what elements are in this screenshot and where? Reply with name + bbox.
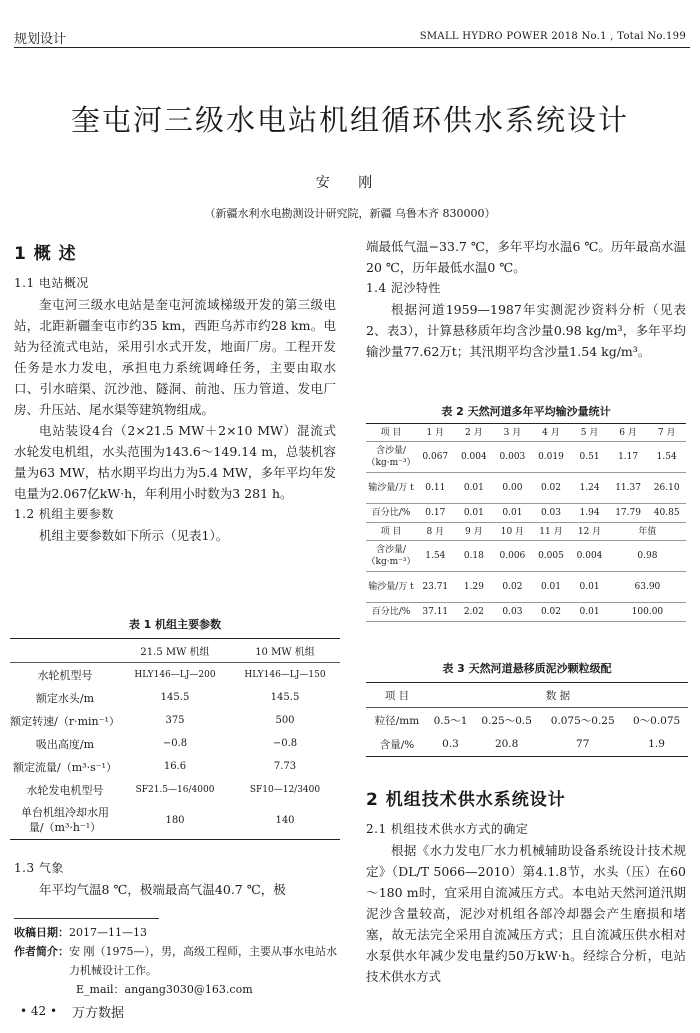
table-cell: 0.98 bbox=[609, 541, 686, 572]
table-cell: 16.6 bbox=[163, 761, 187, 772]
table-row bbox=[10, 686, 340, 709]
table2-caption: 表 2 天然河道多年平均输沙量统计 bbox=[441, 405, 611, 418]
received-date: 2017—11—13 bbox=[69, 926, 147, 939]
table-cell: 0.25～0.5 bbox=[481, 714, 532, 727]
table-cell: 年值 bbox=[609, 523, 686, 541]
table-cell: 63.90 bbox=[609, 572, 686, 603]
table-cell: 6 月 bbox=[609, 424, 648, 442]
table-cell: 10 MW 机组 bbox=[255, 647, 315, 658]
table-row bbox=[10, 663, 340, 687]
table-cell: 0.00 bbox=[493, 473, 532, 504]
left-column bbox=[14, 244, 336, 546]
section-2-heading: 2 机组技术供水系统设计 bbox=[366, 790, 566, 810]
table-cell: 1.9 bbox=[648, 738, 665, 750]
table-cell: 3 月 bbox=[493, 424, 532, 442]
table-cell: 40.85 bbox=[647, 504, 686, 523]
table-row bbox=[10, 801, 340, 840]
table-cell: 11 月 bbox=[532, 523, 571, 541]
table-cell: −0.8 bbox=[272, 738, 298, 749]
table-header-row bbox=[366, 523, 686, 541]
paragraph-supply: 根据《水力发电厂水力机械辅助设备系统设计技术规定》（DL/T 5066—2010）第4.1.8节，水头（压）在60～180 m时，宜采用自流减压方式。本电站天然河道汛期泥沙含量较高，泥沙对机组各部冷却器会产生磨损和堵塞，故无法完全采用自流减压方式；且自流减压供水相对水泵供水年减少发电量约50万kW·h。经综合分析，电站技术供水方式 bbox=[366, 843, 686, 984]
table-cell: −0.8 bbox=[162, 738, 188, 749]
table1 bbox=[10, 638, 340, 840]
paragraph-sediment: 根据河道1959—1987年实测泥沙资料分析（见表2、表3），计算悬移质年均含沙量0.98 kg/m³，多年平均输沙量77.62万t；其汛期平均含沙量1.54 kg/m³。 bbox=[366, 302, 686, 359]
table-cell: 项 目 bbox=[384, 689, 410, 702]
table-cell: 0.01 bbox=[455, 473, 494, 504]
section-1-4-heading: 1.4 泥沙特性 bbox=[366, 281, 441, 295]
table-cell: 0.006 bbox=[493, 541, 532, 572]
table-cell: 2.02 bbox=[455, 603, 494, 622]
table-cell: 375 bbox=[165, 715, 185, 726]
table-cell: 26.10 bbox=[647, 473, 686, 504]
table-cell: 0.51 bbox=[570, 442, 609, 473]
table-cell: 0.075～0.25 bbox=[550, 714, 615, 727]
table-cell: 额定水头/m bbox=[35, 691, 95, 705]
table-row bbox=[10, 709, 340, 732]
table-cell: 水轮机型号 bbox=[37, 668, 93, 682]
table-cell: 0.01 bbox=[570, 603, 609, 622]
table-cell: 140 bbox=[275, 814, 295, 826]
table-cell: 粒径/mm bbox=[374, 714, 420, 727]
table-cell: 180 bbox=[165, 814, 185, 826]
table1-caption: 表 1 机组主要参数 bbox=[128, 618, 222, 631]
table-cell: 10 月 bbox=[493, 523, 532, 541]
author-bio-label: 作者简介： bbox=[14, 945, 69, 958]
table-cell: 12 月 bbox=[570, 523, 609, 541]
table-row bbox=[10, 732, 340, 755]
table-row bbox=[366, 541, 686, 572]
table-cell: 水轮发电机型号 bbox=[26, 783, 104, 797]
table-cell: 0.02 bbox=[493, 572, 532, 603]
table-cell: 额定流量/（m³·s⁻¹） bbox=[13, 760, 117, 774]
table-row bbox=[366, 732, 688, 757]
table-cell bbox=[10, 639, 120, 663]
page-number: • 42 • bbox=[20, 1004, 58, 1018]
table-cell: 0.01 bbox=[570, 572, 609, 603]
section-2-1-heading: 2.1 机组技术供水方式的确定 bbox=[366, 822, 529, 836]
table-cell: 百分比/% bbox=[366, 504, 416, 523]
watermark: 万方数据 bbox=[72, 1006, 125, 1021]
table-cell: 项 目 bbox=[366, 523, 416, 541]
table-row bbox=[10, 755, 340, 778]
table-row bbox=[10, 778, 340, 801]
table-cell: 0.5～1 bbox=[433, 714, 468, 727]
affiliation: （新疆水利水电勘测设计研究院，新疆 乌鲁木齐 830000） bbox=[204, 207, 496, 220]
table-cell: 20.8 bbox=[494, 738, 519, 750]
table-row bbox=[366, 572, 686, 603]
table-cell: 500 bbox=[275, 715, 295, 726]
journal-info: SMALL HYDRO POWER 2018 No.1 , Total No.199 bbox=[419, 31, 686, 42]
table3 bbox=[366, 682, 688, 757]
paragraph-weather: 年平均气温8 ℃，极端最高气温40.7 ℃，极 bbox=[39, 882, 286, 897]
table-cell: HLY146—LJ—150 bbox=[244, 669, 326, 680]
table-cell: 额定转速/（r·min⁻¹） bbox=[10, 714, 120, 728]
table-header-row bbox=[366, 424, 686, 442]
section-1-2-heading: 1.2 机组主要参数 bbox=[14, 507, 114, 521]
table3-block bbox=[366, 660, 688, 757]
right-column bbox=[366, 236, 686, 362]
table-cell: 1.24 bbox=[570, 473, 609, 504]
table-cell: 8 月 bbox=[416, 523, 455, 541]
table3-caption: 表 3 天然河道悬移质泥沙颗粒级配 bbox=[442, 662, 612, 675]
section-1-heading: 1 概 述 bbox=[14, 244, 77, 264]
table-cell: 0.02 bbox=[532, 603, 571, 622]
table2 bbox=[366, 423, 686, 622]
table-cell: 17.79 bbox=[609, 504, 648, 523]
table-cell: 23.71 bbox=[416, 572, 455, 603]
table-cell: 1.54 bbox=[416, 541, 455, 572]
table-cell: 0.3 bbox=[442, 738, 459, 750]
table-cell: 4 月 bbox=[532, 424, 571, 442]
received-label: 收稿日期： bbox=[14, 926, 69, 939]
table-cell: 0.03 bbox=[532, 504, 571, 523]
left-column-weather bbox=[14, 858, 336, 900]
table-cell: 1.94 bbox=[570, 504, 609, 523]
header-rule bbox=[14, 47, 690, 48]
table-cell: 输沙量/万 t bbox=[366, 572, 416, 603]
table-cell: 2 月 bbox=[455, 424, 494, 442]
table-cell: 吸出高度/m bbox=[35, 737, 95, 751]
table-cell: 0.01 bbox=[493, 504, 532, 523]
table-cell: 0.11 bbox=[416, 473, 455, 504]
author-bio: 安 刚（1975—），男，高级工程师，主要从事水电站水力机械设计工作。 bbox=[69, 945, 337, 977]
table-cell: 0.03 bbox=[493, 603, 532, 622]
author-email: E_mail：angang3030@163.com bbox=[76, 983, 253, 996]
table-cell: 145.5 bbox=[270, 692, 300, 703]
footnote-rule bbox=[14, 918, 159, 919]
table-cell: 0.01 bbox=[455, 504, 494, 523]
table-cell: 21.5 MW 机组 bbox=[140, 647, 210, 658]
table-cell: 7 月 bbox=[647, 424, 686, 442]
table-cell: 100.00 bbox=[609, 603, 686, 622]
table-cell: 0.01 bbox=[532, 572, 571, 603]
table-cell: 9 月 bbox=[455, 523, 494, 541]
table-cell: 0.003 bbox=[493, 442, 532, 473]
paragraph-units: 电站装设4台（2×21.5 MW＋2×10 MW）混流式水轮发电机组，水头范围为143.6～149.14 m，总装机容量为63 MW，枯水期平均出力为5.4 MW，多年平均年发电量为2.067亿kW·h，年利用小时数为3 281 h。 bbox=[14, 423, 336, 501]
table-cell: SF10—12/3400 bbox=[249, 784, 321, 795]
table-cell: 0.004 bbox=[455, 442, 494, 473]
table-cell: 百分比/% bbox=[366, 603, 416, 622]
table-cell: 0.005 bbox=[532, 541, 571, 572]
table-cell: 1.17 bbox=[609, 442, 648, 473]
table2-block bbox=[366, 403, 686, 622]
table-cell: 数 据 bbox=[545, 689, 571, 702]
table-cell: HLY146—LJ—200 bbox=[134, 669, 216, 680]
table-cell: 1.29 bbox=[455, 572, 494, 603]
table-row bbox=[366, 473, 686, 504]
table-cell: 0.18 bbox=[455, 541, 494, 572]
table-cell: 输沙量/万 t bbox=[366, 473, 416, 504]
right-column-lower bbox=[366, 790, 686, 987]
paragraph-params: 机组主要参数如下所示（见表1）。 bbox=[39, 528, 229, 543]
section-1-1-heading: 1.1 电站概况 bbox=[14, 276, 89, 290]
table-cell: 145.5 bbox=[160, 692, 190, 703]
table-header-row bbox=[10, 639, 340, 663]
table-cell: 含沙量/（kg·m⁻³） bbox=[366, 541, 416, 572]
table-cell: 77 bbox=[576, 738, 590, 750]
paragraph-overview: 奎屯河三级水电站是奎屯河流域梯级开发的第三级电站，北距新疆奎屯市约35 km，西距乌苏市约28 km。电站为径流式电站，采用引水式开发，地面厂房。工程开发任务是水力发电，承担电力系统调峰任务，主要由取水口、引水暗渠、沉沙池、隧洞、前池、压力管道、发电厂房、升压站、尾水渠等建筑物组成。 bbox=[14, 297, 336, 417]
table-cell: 0.019 bbox=[532, 442, 571, 473]
table-cell: 0～0.075 bbox=[632, 714, 681, 727]
table-row bbox=[366, 504, 686, 523]
footnote bbox=[14, 918, 344, 999]
table-cell: 0.02 bbox=[532, 473, 571, 504]
table-cell: 1 月 bbox=[416, 424, 455, 442]
table-cell: 5 月 bbox=[570, 424, 609, 442]
table-cell: 0.067 bbox=[416, 442, 455, 473]
table-cell: 11.37 bbox=[609, 473, 648, 504]
table-cell: 1.54 bbox=[647, 442, 686, 473]
table1-block bbox=[10, 616, 340, 840]
table-cell: 7.73 bbox=[273, 761, 297, 772]
paragraph-temp: 端最低气温−33.7 ℃，多年平均水温6 ℃。历年最高水温20 ℃，历年最低水温0 ℃。 bbox=[366, 239, 686, 275]
table-row bbox=[366, 442, 686, 473]
table-cell: 单台机组冷却水用量/（m³·h⁻¹） bbox=[21, 806, 109, 834]
table-cell: 含沙量/（kg·m⁻³） bbox=[366, 442, 416, 473]
paper-title: 奎屯河三级水电站机组循环供水系统设计 bbox=[70, 103, 629, 137]
table-cell: 37.11 bbox=[416, 603, 455, 622]
table-cell: 含量/% bbox=[379, 738, 415, 751]
section-1-3-heading: 1.3 气象 bbox=[14, 861, 64, 875]
section-label: 规划设计 bbox=[14, 32, 67, 47]
table-row bbox=[366, 603, 686, 622]
table-cell: 0.004 bbox=[570, 541, 609, 572]
table-cell: 0.17 bbox=[416, 504, 455, 523]
table-row bbox=[366, 708, 688, 733]
table-header-row bbox=[366, 683, 688, 708]
table-cell: SF21.5—16/4000 bbox=[135, 784, 215, 795]
author-name: 安 刚 bbox=[315, 175, 385, 191]
table-cell: 项 目 bbox=[366, 424, 416, 442]
